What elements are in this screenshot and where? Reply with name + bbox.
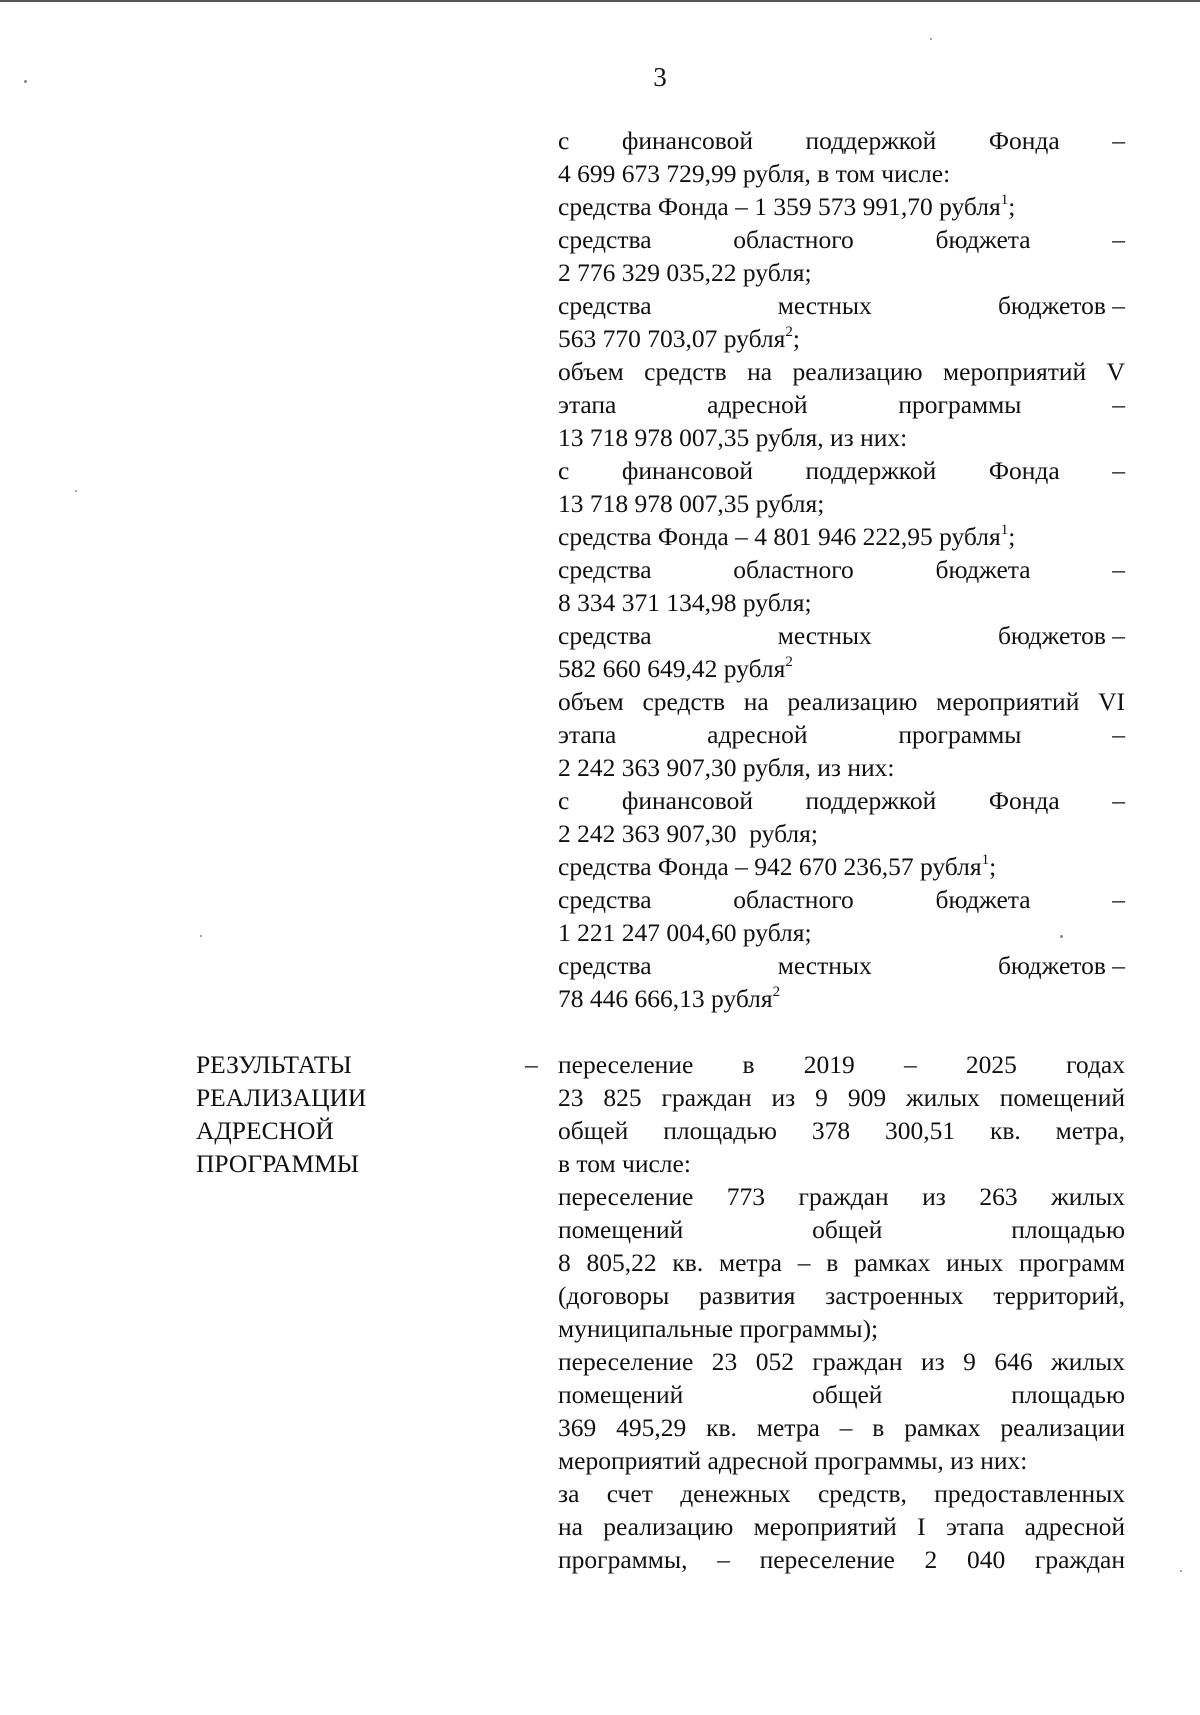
text-line: средства Фонда – 1 359 573 991,70 рубля$^1$; [558, 191, 1016, 221]
footnote-ref: 2 [785, 323, 793, 340]
text-line: в том числе: [558, 1149, 691, 1178]
text-line: этапа адресной программы – [558, 720, 1125, 749]
footnote-ref: 1 [981, 851, 990, 868]
text-line: 13 718 978 007,35 рубля; [558, 489, 825, 518]
text-line: переселение 23 052 граждан из 9 646 жилых [558, 1347, 1125, 1376]
results-text-block [558, 1048, 1125, 1576]
text-line: средства местных бюджетов – [558, 951, 1125, 980]
text-line: этапа адресной программы – [558, 390, 1125, 419]
label-line: АДРЕСНОЙ [196, 1116, 334, 1145]
results-section-label [196, 1048, 366, 1180]
text-line: за счет денежных средств, предоставленных [558, 1479, 1125, 1508]
footnote-ref: 1 [1000, 191, 1009, 208]
label-line: РЕЗУЛЬТАТЫ [196, 1050, 352, 1079]
text-line: 8 805,22 кв. метра – в рамках иных программ [558, 1248, 1125, 1277]
funding-text-block [558, 124, 1125, 1015]
scan-speck [200, 935, 202, 937]
text-line: 1 221 247 004,60 рубля; [558, 918, 812, 947]
text-line: 369 495,29 кв. метра – в рамках реализации [558, 1413, 1125, 1442]
footnote-ref: 2 [772, 983, 781, 1000]
text-line: 13 718 978 007,35 рубля, из них: [558, 423, 908, 452]
text-line: помещений общей площадью [558, 1380, 1125, 1409]
label-line: ПРОГРАММЫ [196, 1149, 359, 1178]
scan-speck [75, 490, 77, 492]
text-line: средства Фонда – 942 670 236,57 рубля$^1$; [558, 851, 997, 881]
text-line: с финансовой поддержкой Фонда – [558, 456, 1125, 485]
footnote-ref: 2 [785, 653, 793, 670]
footnote-ref: 1 [1000, 521, 1009, 538]
text-line: 2 776 329 035,22 рубля; [558, 258, 812, 287]
text-line: 4 699 673 729,99 рубля, в том числе: [558, 159, 951, 188]
text-line: переселение в 2019 – 2025 годах [558, 1050, 1125, 1079]
text-line: 582 660 649,42 рубля$^2$ [558, 653, 793, 683]
text-line: муниципальные программы); [558, 1314, 879, 1343]
top-scan-border [0, 0, 1200, 2]
text-line: на реализацию мероприятий I этапа адресной [558, 1512, 1125, 1541]
text-line: средства областного бюджета – [558, 555, 1125, 584]
text-line: (договоры развития застроенных территорий, [558, 1281, 1125, 1310]
text-line: переселение 773 граждан из 263 жилых [558, 1182, 1125, 1211]
text-line: 2 242 363 907,30 рубля; [558, 819, 818, 848]
text-line: общей площадью 378 300,51 кв. метра, [558, 1116, 1125, 1145]
text-line: 23 825 граждан из 9 909 жилых помещений [558, 1083, 1125, 1112]
text-line: средства областного бюджета – [558, 225, 1125, 254]
label-line: РЕАЛИЗАЦИИ [196, 1083, 367, 1112]
text-line: 563 770 703,07 рубля$^2$; [558, 323, 800, 353]
text-line: 8 334 371 134,98 рубля; [558, 588, 812, 617]
text-line: 78 446 666,13 рубля$^2$ [558, 983, 781, 1013]
text-line: средства областного бюджета – [558, 885, 1125, 914]
text-line: мероприятий адресной программы, из них: [558, 1446, 1028, 1475]
text-line: средства местных бюджетов – [558, 621, 1125, 650]
page-number: 3 [653, 62, 667, 92]
text-line: объем средств на реализацию мероприятий V [558, 357, 1125, 386]
text-line: объем средств на реализацию мероприятий VI [558, 687, 1125, 716]
text-line: помещений общей площадью [558, 1215, 1125, 1244]
scan-speck [1060, 935, 1063, 938]
text-line: программы, – переселение 2 040 граждан [558, 1545, 1125, 1574]
scan-speck [1180, 1570, 1182, 1572]
text-line: средства местных бюджетов – [558, 291, 1125, 320]
scan-speck [24, 80, 27, 83]
text-line: средства Фонда – 4 801 946 222,95 рубля$^1$; [558, 521, 1016, 551]
text-line: 2 242 363 907,30 рубля, из них: [558, 753, 895, 782]
label-dash: – [525, 1050, 538, 1079]
text-line: с финансовой поддержкой Фонда – [558, 126, 1125, 155]
text-line: с финансовой поддержкой Фонда – [558, 786, 1125, 815]
scan-speck [930, 38, 932, 40]
